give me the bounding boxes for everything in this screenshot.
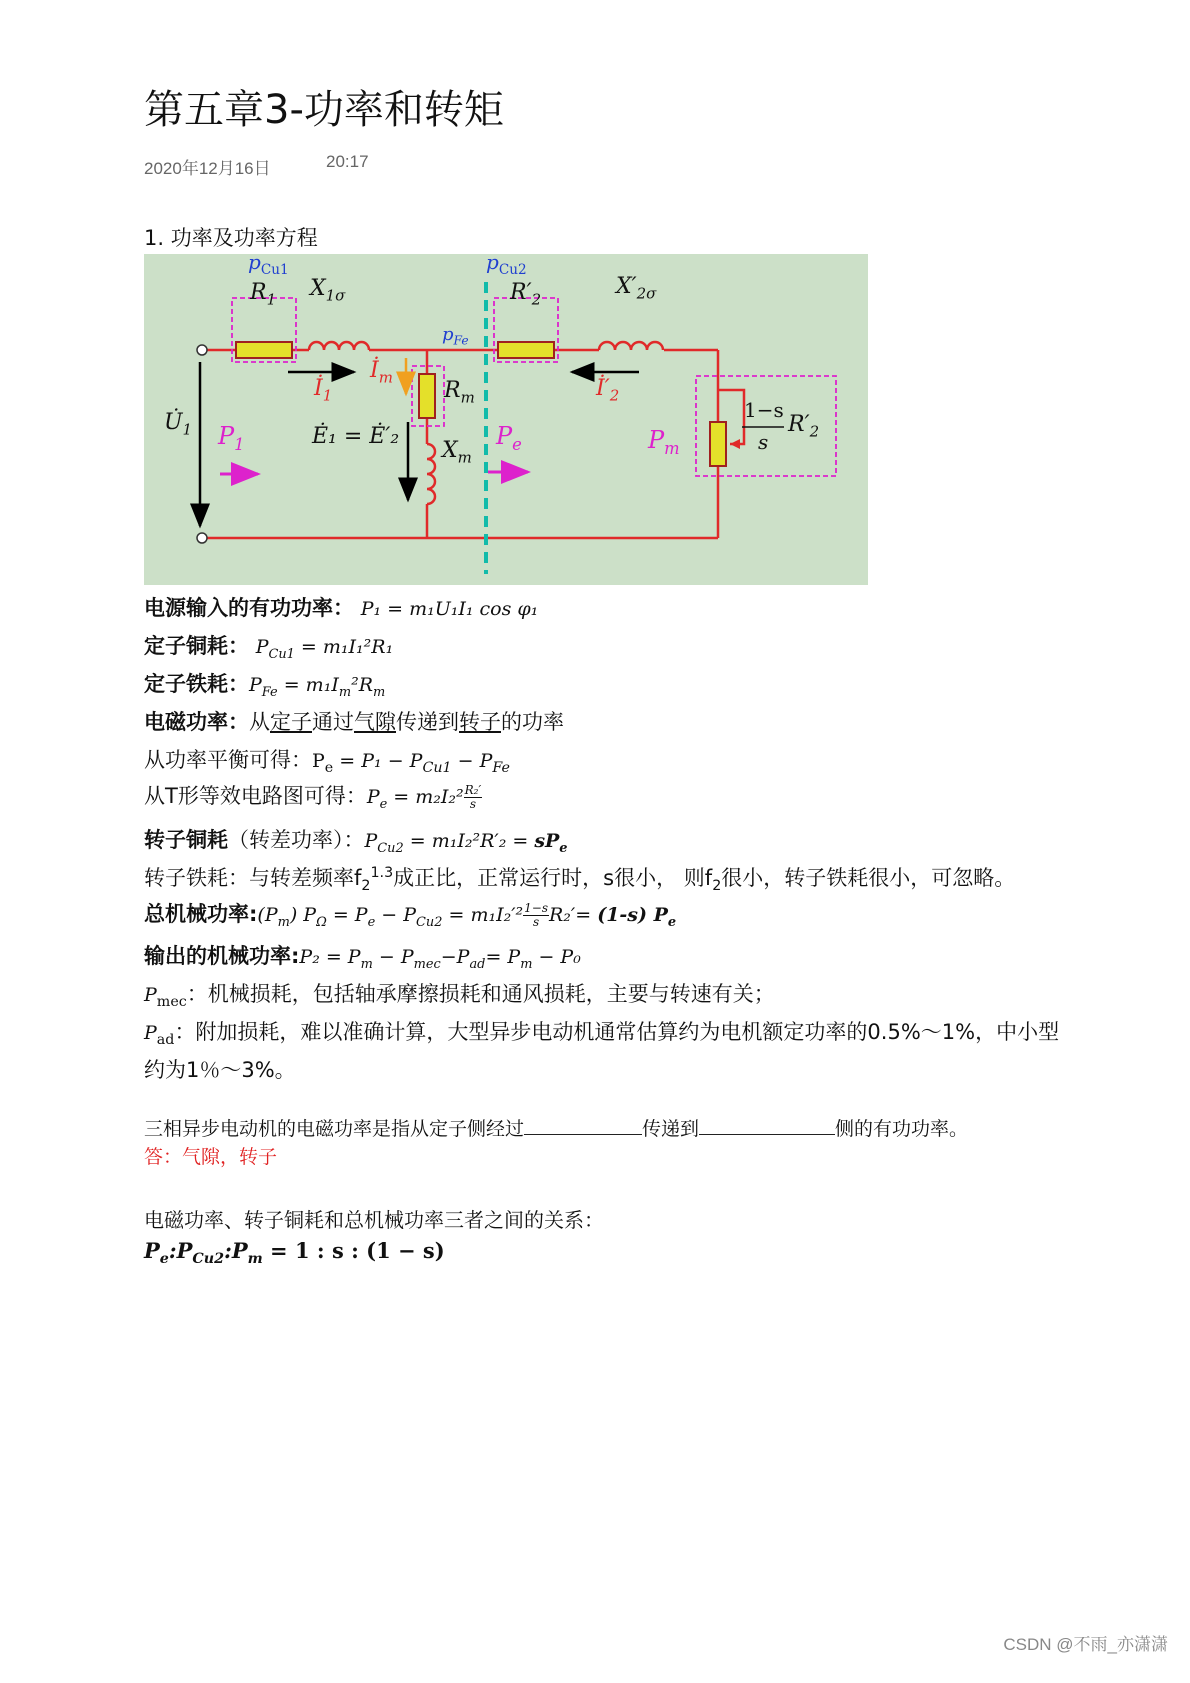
rl-resistor bbox=[710, 422, 726, 466]
pcu2-label: $p_{Cu2}$ bbox=[486, 250, 527, 278]
load-fraction-numerator: 1−s bbox=[744, 398, 784, 422]
time-label: 20:17 bbox=[326, 152, 369, 171]
date-label: 2020年12月16日 bbox=[144, 159, 271, 178]
terminal-top bbox=[197, 345, 207, 355]
watermark: CSDN @不雨_亦潇潇 bbox=[1003, 1635, 1168, 1654]
line-rotor-iron-loss: 转子铁耗：与转差频率$f_2^{1.3}$成正比，正常运行时，s很小， 则$f_2$很小，转子铁耗很小，可忽略。 bbox=[144, 865, 1016, 895]
x1-inductor bbox=[309, 342, 369, 350]
line-mechanical-loss: $P_{mec}$：机械损耗，包括轴承摩擦损耗和通风损耗，主要与转速有关； bbox=[144, 982, 775, 1011]
quiz-answer: 答：气隙，转子 bbox=[144, 1146, 278, 1168]
line-stator-copper-loss: 定子铜耗： $P_{Cu1} = m_1I_1^2R_1$ bbox=[144, 634, 394, 662]
r1-resistor bbox=[236, 342, 292, 358]
line-stator-iron-loss: 定子铁耗：$P_{Fe} = m_1I_m^2R_m$ bbox=[144, 672, 386, 700]
rheostat-wiper bbox=[730, 439, 740, 449]
quiz-blank-1 bbox=[524, 1116, 642, 1135]
equivalent-circuit-diagram bbox=[144, 250, 868, 585]
x2-inductor bbox=[599, 342, 663, 350]
x1-label: $X_{1\sigma}$ bbox=[310, 276, 346, 305]
line-additional-loss-cont: 约为1％～3%。 bbox=[144, 1058, 296, 1082]
line-additional-loss: $P_{ad}$：附加损耗，难以准确计算，大型异步电动机通常估算约为电机额定功率的0.5%～1%，中小型 bbox=[144, 1020, 1060, 1049]
quiz-blank-2 bbox=[699, 1116, 835, 1135]
line-input-power: 电源输入的有功功率： P₁ = m₁U₁I₁ cos φ₁ bbox=[144, 596, 539, 620]
relation-equation: $P_e:P_{Cu2}:P_m = 1$ : s : (1 − s) bbox=[144, 1238, 445, 1268]
section-heading: 1. 功率及功率方程 bbox=[144, 226, 318, 250]
line-t-circuit: 从T形等效电路图可得：$P_e = m_2I_2^2$ $\frac{\text{R₂′}}{s}$ bbox=[144, 782, 482, 812]
xm-label: $X_m$ bbox=[442, 438, 472, 467]
line-output-mech-power: 输出的机械功率:P₂ = $P_m - P_{mec}-P_{ad}= P_m - P_0$ bbox=[144, 944, 581, 972]
u1-label: $U̇_1$ bbox=[164, 410, 193, 439]
terminal-bottom bbox=[197, 533, 207, 543]
page-title: 第五章3-功率和转矩 bbox=[144, 87, 504, 133]
pfe-label: $p_{Fe}$ bbox=[442, 324, 469, 348]
line-rotor-copper-loss: 转子铜耗（转差功率）：$P_{Cu2} = m_1I_2^2R'_2 = sP_e$ bbox=[144, 828, 568, 856]
pe-label: $P_e$ bbox=[496, 422, 522, 454]
r2-label: $R'_2$ bbox=[510, 280, 542, 309]
xm-inductor bbox=[427, 444, 435, 504]
rm-label: $R_m$ bbox=[444, 378, 475, 407]
pm-label: $P_m$ bbox=[648, 426, 680, 458]
line-em-power: 电磁功率：从定子通过气隙传递到转子的功率 bbox=[144, 710, 564, 734]
p1-label: $P_1$ bbox=[218, 422, 245, 454]
im-label: $İ_m$ bbox=[370, 358, 393, 387]
i2-label: $İ'_2$ bbox=[596, 376, 620, 405]
relation-text: 电磁功率、转子铜耗和总机械功率三者之间的关系： bbox=[144, 1208, 604, 1232]
e-label: Ė₁ = Ė′₂ bbox=[312, 424, 400, 449]
i1-label: $İ_1$ bbox=[314, 376, 333, 405]
x2-label: $X'_{2\sigma}$ bbox=[616, 274, 657, 303]
r2-resistor bbox=[498, 342, 554, 358]
line-power-balance: 从功率平衡可得：$P_e = P_1 - P_{Cu1} - P_{Fe}$ bbox=[144, 748, 510, 777]
load-fraction-denominator: s bbox=[758, 430, 769, 454]
quiz-question: 三相异步电动机的电磁功率是指从定子侧经过 传递到 侧的有功功率。 bbox=[144, 1118, 969, 1140]
r1-label: $R_1$ bbox=[250, 280, 277, 309]
rm-resistor bbox=[419, 374, 435, 418]
line-total-mech-power: 总机械功率$:(P_m) P_\Omega = P_e - P_{Cu2} = m_1I_2'^2$ $\frac{1-s}{s}$ R₂′= (1-s) $P_e$ bbox=[144, 900, 677, 930]
pcu1-label: $p_{Cu1}$ bbox=[248, 250, 289, 278]
load-r2-label: $R'_2$ bbox=[788, 412, 820, 441]
